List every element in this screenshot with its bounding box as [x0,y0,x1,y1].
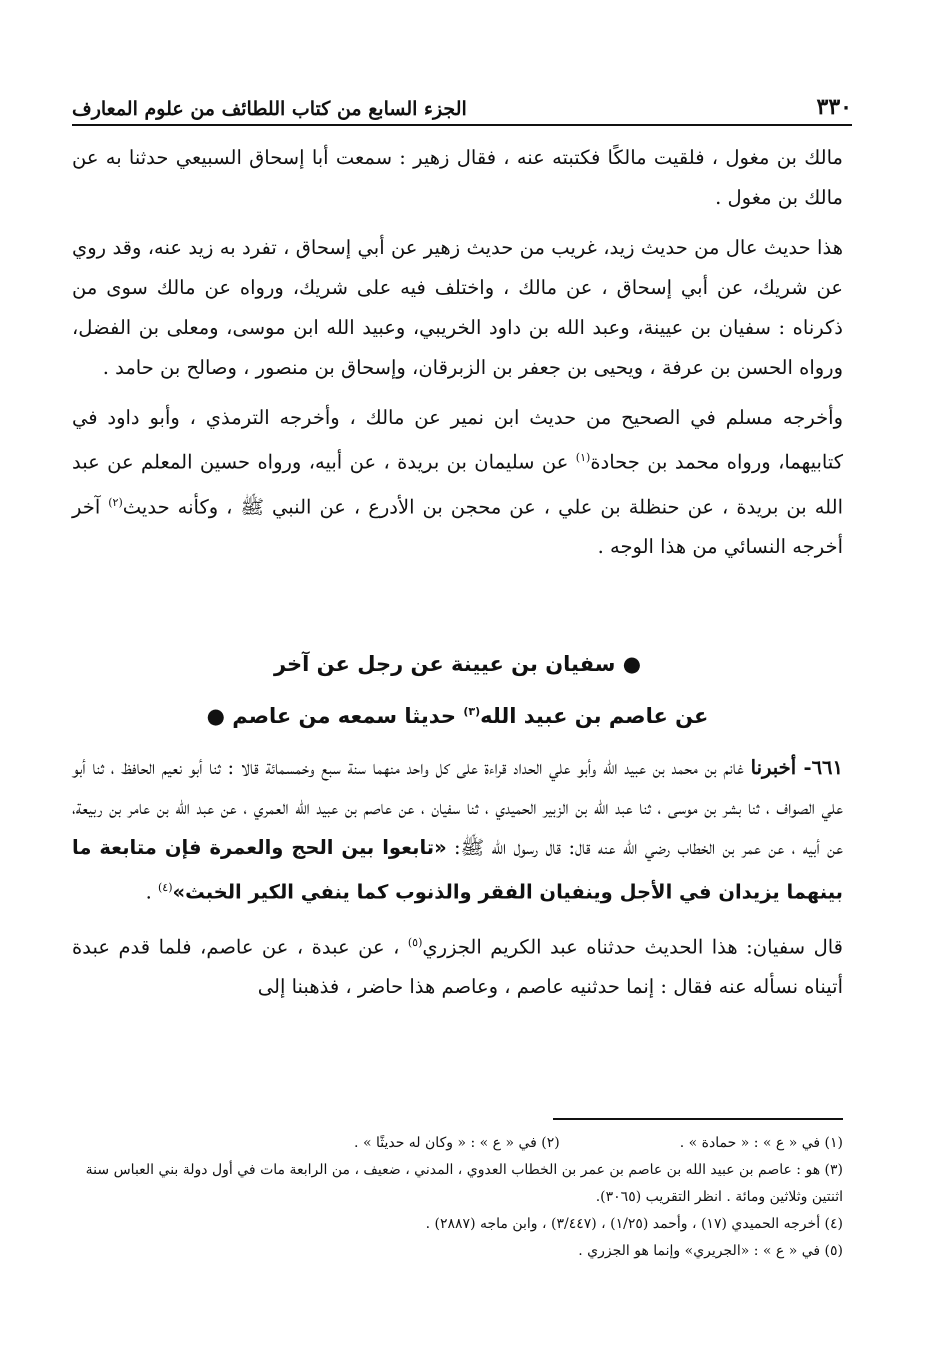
body-text-bottom [72,748,843,1017]
section-heading-line-2a: عن عاصم بن عبيد الله [480,704,709,728]
paragraph-3 [72,398,843,567]
footnote-1: (١) في « ع » : « حمادة » . [679,1135,843,1151]
footnote-2: (٢) في « ع » : « وكان له حديثًا » . [354,1135,560,1151]
body-text-top [72,138,843,577]
paragraph-2: هذا حديث عال من حديث زيد، غريب من حديث زهير عن أبي إسحاق ، تفرد به زيد عنه، وقد روي عن شريك، عن أبي إسحاق ، عن مالك ، واختلف فيه على شريك، ورواه عن مالك سوى من ذكرناه : سفيان بن عيينة، وعبد الله بن داود الخريبي، وعبيد الله ابن موسى، ومعلى بن الفضل، ورواه الحسن بن عرفة ، ويحيى بن جعفر بن الزبرقان، وإسحاق بن منصور ، وصالح بن حامد . [72,236,843,379]
footnote-ref-2: (٢) [108,495,123,509]
footnote-ref-4: (٤) [157,881,173,894]
footnote-3: (٣) هو : عاصم بن عبيد الله بن عاصم بن عمر بن الخطاب العدوي ، المدني ، ضعيف ، من الرابعة مات في أول دولة بني العباس سنة اثنتين وثلاثين ومائة . انظر التقريب (٣٠٦٥). [85,1162,843,1205]
footnote-row-1 [72,1130,843,1157]
section-heading-line-2b: حديثا سمعه من عاصم ● [206,704,464,728]
footnote-4: (٤) أخرجه الحميدي (١٧) ، وأحمد (١/٢٥) ، (٣/٤٤٧) ، وابن ماجه (٢٨٨٧) . [425,1216,843,1232]
paragraph-3-part-b: عن سليمان بن بريدة ، عن أبيه، ورواه حسين المعلم عن عبد الله بن بريدة ، عن حنظلة بن علي ، عن محجن بن الأدرع ، عن النبي ﷺ ، وكأنه حديث [72,450,843,518]
paragraph-1: مالك بن مغول ، فلقيت مالكًا فكتبته عنه ، فقال زهير : سمعت أبا إسحاق السبيعي حدثنا به عن مالك بن مغول . [72,146,843,209]
footnote-5: (٥) في « ع » : «الجريري» وإنما هو الجزري . [578,1243,843,1259]
page-header [72,80,852,126]
paragraph-3-part-c: آخر أخرجه النسائي من هذا الوجه . [72,495,843,558]
section-heading-line-1: ● سفيان بن عيينة عن رجل عن آخر [273,652,642,676]
footnote-ref-5: (٥) [407,935,423,949]
hadith-end: . [145,880,158,904]
running-title: الجزء السابع من كتاب اللطائف من علوم المعارف [72,98,467,120]
hadith-text: «تابعوا بين الحج والعمرة فإن متابعة ما بينهما يزيدان في الأجل وينفيان الفقر والذنوب كما ينفي الكير الخبث» [72,836,843,904]
section-heading-line-2 [72,688,843,740]
hadith-number: ٦٦١- أخبرنا [750,756,843,779]
footnote-divider [553,1118,843,1120]
footnotes [72,1130,843,1265]
footnote-ref-1: (١) [575,451,591,464]
hadith-chain: غانم بن محمد بن عبيد الله وأبو علي الحداد قراءة على كل واحد منهما سنة سبع وخمسمائة قالا : ثنا أبو نعيم الحافظ ، ثنا أبو علي الصواف ، ثنا بشر بن موسى ، ثنا عبد الله بن الزبير الحميدي ، ثنا سفيان ، عن عاصم بن عبيد الله العمري ، عن عبد الله بن عامر بن ربيعة، عن أبيه ، عن عمر بن الخطاب رضي الله عنه قال: قال رسول الله ﷺ: [72,756,843,859]
paragraph-last [72,923,843,1008]
paragraph-last-part-a: قال سفيان: هذا الحديث حدثناه عبد الكريم الجزري [422,935,844,958]
footnote-ref-3: (٣) [463,705,481,718]
paragraph-last-part-b: ، عن عبدة ، عن عاصم، فلما قدم عبدة أتيناه نسأله عنه فقال : إنما حدثنيه عاصم ، وعاصم هذا حاضر ، فذهبنا إلى [72,935,843,998]
section-heading [72,640,843,740]
hadith-paragraph [72,748,843,913]
page-number: ٣٣٠ [816,94,852,120]
paragraph-3-part-a: وأخرجه مسلم في الصحيح من حديث ابن نمير عن مالك ، وأخرجه الترمذي ، وأبو داود في كتابيهما، ورواه محمد بن جحادة [72,406,843,474]
